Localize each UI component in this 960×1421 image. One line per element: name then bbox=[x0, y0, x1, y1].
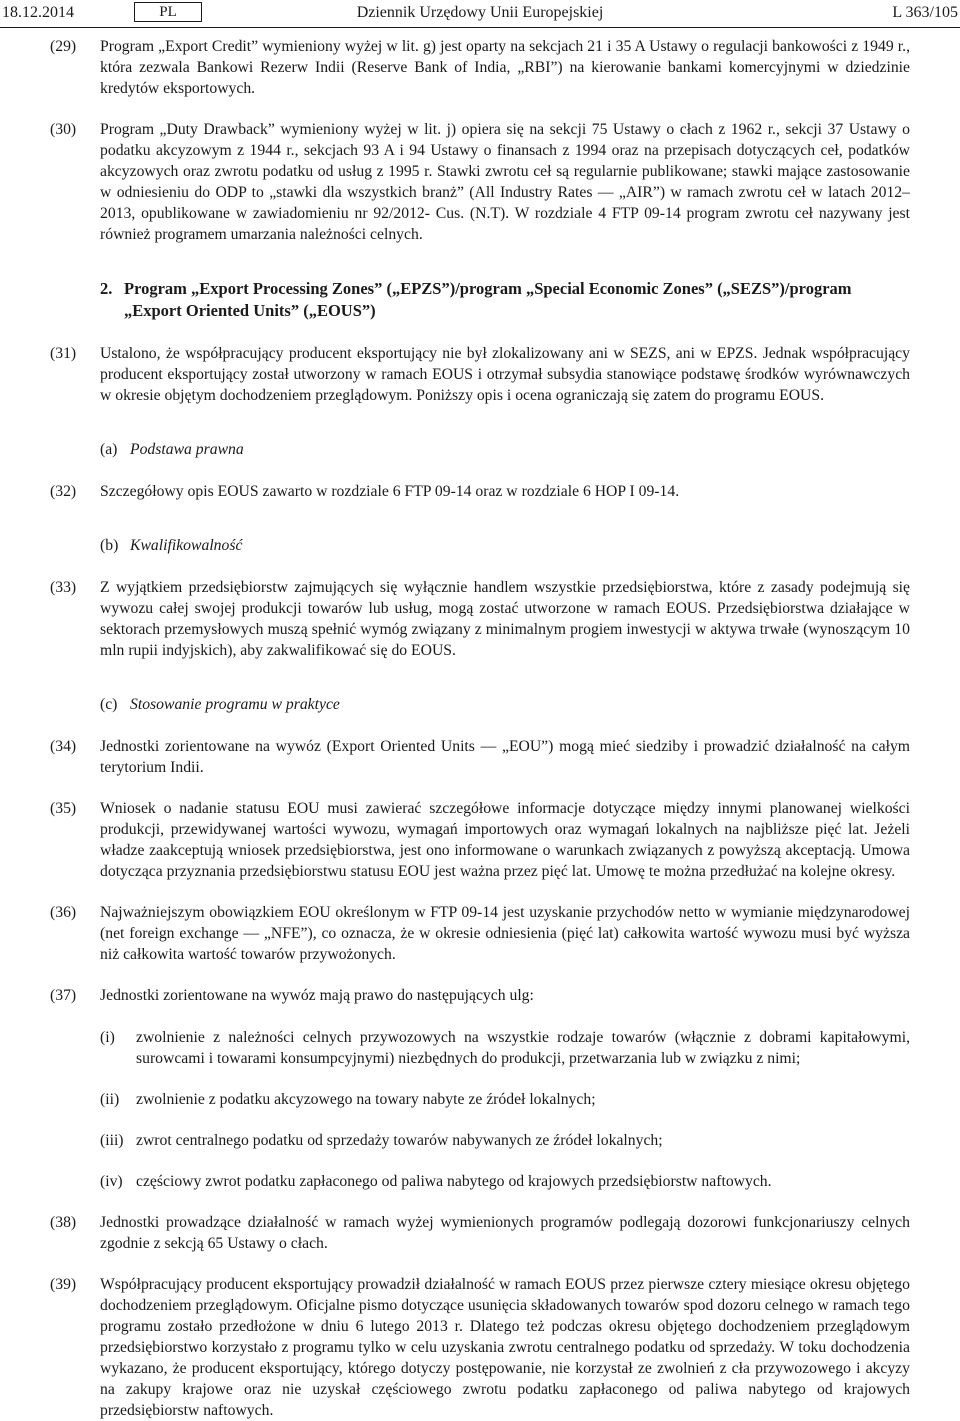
list-item-text: zwolnienie z podatku akcyzowego na towary nabyte ze źródeł lokalnych; bbox=[136, 1091, 596, 1108]
paragraph-text: Program „Export Credit” wymieniony wyżej w lit. g) jest oparty na sekcjach 21 i 35 A Ustawy o regulacji bankowości z 1949 r., która zezwala Bankowi Rezerw Indii (Reserve Bank of India, „RBI”) na kierowanie bankami komercyjnymi w dziedzinie kredytów eksportowych. bbox=[100, 38, 910, 97]
page-header bbox=[0, 0, 960, 26]
paragraph-number: (39) bbox=[50, 1276, 77, 1293]
page-reference: L 363/105 bbox=[892, 4, 958, 21]
paragraph-text: Wniosek o nadanie statusu EOU musi zawierać szczegółowe informacje dotyczące między innymi planowanej wielkości produkcji, przewidywanej wartości wywozu, wymagań importowych oraz wymagań lokalnych na najbliższe pięć lat. Jeżeli władze zaakceptują wniosek przedsiębiorstwa, jest ono informowane o warunkach związanych z powyższą akceptacją. Umowa dotycząca przyznania przedsiębiorstwu statusu EOU jest ważna przez pięć lat. Umowę te można przedłużać na kolejne okresy. bbox=[100, 800, 910, 880]
list-item-label: (ii) bbox=[100, 1091, 120, 1108]
paragraph-text: Program „Duty Drawback” wymieniony wyżej w lit. j) opiera się na sekcji 75 Ustawy o cłach z 1962 r., sekcji 37 Ustawy o podatku akcyzowym z 1944 r., sekcjach 93 A i 94 Ustawy o finansach z 1994 oraz na przepisach dotyczących ceł, podatków akcyzowych oraz zwrotu podatku od usług z 1995 r. Stawki zwrotu ceł są regularnie publikowane; stawki mające zastosowanie w odniesieniu do ODP to „stawki dla wszystkich branż” (All Industry Rates — „AIR”) w ramach zwrotu ceł w latach 2012–2013, opublikowane w zawiadomieniu nr 92/2012- Cus. (N.T). W rozdziale 4 FTP 09-14 program zwrotu ceł nazywany jest również programem umarzania należności celnych. bbox=[100, 121, 910, 243]
list-item-label: (i) bbox=[100, 1029, 115, 1046]
journal-title: Dziennik Urzędowy Unii Europejskiej bbox=[356, 4, 604, 21]
list-item-text: zwolnienie z należności celnych przywozowych na wszystkie rodzaje towarów (włącznie z dobrami kapitałowymi, surowcami i towarami konsumpcyjnymi) niezbędnych do produkcji, przetwarzania lub w związku z nimi; bbox=[136, 1029, 910, 1067]
paragraph-35 bbox=[0, 798, 960, 882]
document-body bbox=[0, 36, 960, 1421]
subheading-title: Stosowanie programu w praktyce bbox=[130, 696, 340, 713]
paragraph-number: (36) bbox=[50, 904, 77, 921]
paragraph-text: Współpracujący producent eksportujący prowadził działalność w ramach EOUS przez pierwsze cztery miesiące okresu objętego dochodzeniem przeglądowym. Oficjalne pismo dotyczące usunięcia składowanych towarów spod dozoru celnego w ramach tego programu zostało przedłożone w dniu 6 lutego 2013 r. Dlatego też podczas okresu objętego dochodzeniem przeglądowym przedsiębiorstwo korzystało z programu tylko w celu uzyskania zwrotu centralnego podatku od sprzedaży. W toku dochodzenia wykazano, że producent eksportujący, którego dotyczy postępowanie, nie korzystał ze zwolnień z cła przywozowego i akcyzy na zakupy krajowe oraz nie uzyskał częściowego zwrotu podatku zapłaconego od paliwa nabytego od krajowych przedsiębiorstw naftowych. bbox=[100, 1276, 910, 1419]
paragraph-38 bbox=[0, 1212, 960, 1254]
paragraph-36 bbox=[0, 902, 960, 965]
section-title: Program „Export Processing Zones” („EPZS”)/program „Special Economic Zones” („SEZS”)/program „Export Oriented Units” („EOUS”) bbox=[124, 279, 852, 320]
publication-date: 18.12.2014 bbox=[2, 4, 74, 21]
section-heading bbox=[0, 278, 960, 322]
paragraph-39 bbox=[0, 1274, 960, 1421]
subheading-letter: (a) bbox=[100, 441, 118, 458]
paragraph-text: Z wyjątkiem przedsiębiorstw zajmujących się wyłącznie handlem wszystkie przedsiębiorstwa, które z zasady podejmują się wywozu całej swojej produkcji towarów lub usług, mogą zostać utworzone w ramach EOUS. Przedsiębiorstwa działające w sektorach przemysłowych muszą spełnić wymóg związany z minimalnym progiem inwestycji w aktywa trwałe (wynoszącym 10 mln rupii indyjskich), aby zakwalifikować się do EOUS. bbox=[100, 579, 910, 659]
paragraph-text: Ustalono, że współpracujący producent eksportujący nie był zlokalizowany ani w SEZS, ani w EPZS. Jednak współpracujący producent eksportujący został utworzony w ramach EOUS i otrzymał subsydia stanowiące podstawę środków wyrównawczych w okresie objętym dochodzeniem przeglądowym. Poniższy opis i ocena ograniczają się zatem do programu EOUS. bbox=[100, 345, 910, 404]
subheading-title: Kwalifikowalność bbox=[130, 537, 243, 554]
paragraph-number: (30) bbox=[50, 121, 77, 138]
subheading-legal-basis bbox=[0, 439, 960, 460]
paragraph-number: (32) bbox=[50, 483, 77, 500]
subheading-eligibility bbox=[0, 535, 960, 556]
paragraph-text: Jednostki zorientowane na wywóz mają prawo do następujących ulg: bbox=[100, 987, 534, 1004]
paragraph-text: Szczegółowy opis EOUS zawarto w rozdziale 6 FTP 09-14 oraz w rozdziale 6 HOP I 09-14. bbox=[100, 483, 680, 500]
subheading-practical-implementation bbox=[0, 694, 960, 715]
paragraph-number: (35) bbox=[50, 800, 77, 817]
paragraph-number: (31) bbox=[50, 345, 77, 362]
list-item-label: (iii) bbox=[100, 1132, 124, 1149]
paragraph-37 bbox=[0, 985, 960, 1006]
paragraph-text: Najważniejszym obowiązkiem EOU określonym w FTP 09-14 jest uzyskanie przychodów netto w wymianie międzynarodowej (net foreign exchange — „NFE”), co oznacza, że w okresie odniesienia (pięć lat) całkowita wartość wywozu musi być wyższa niż całkowita wartość towarów przywożonych. bbox=[100, 904, 910, 963]
paragraph-text: Jednostki prowadzące działalność w ramach wyżej wymienionych programów podlegają dozorowi funkcjonariuszy celnych zgodnie z sekcją 65 Ustawy o cłach. bbox=[100, 1214, 910, 1252]
paragraph-text: Jednostki zorientowane na wywóz (Export Oriented Units — „EOU”) mogą mieć siedziby i prowadzić działalność na całym terytorium Indii. bbox=[100, 738, 910, 776]
list-item-label: (iv) bbox=[100, 1173, 123, 1190]
header-divider bbox=[0, 27, 960, 28]
list-item bbox=[0, 1130, 960, 1151]
language-code-box: PL bbox=[134, 2, 202, 22]
paragraph-33 bbox=[0, 577, 960, 661]
list-item bbox=[0, 1171, 960, 1192]
paragraph-32 bbox=[0, 481, 960, 502]
subheading-letter: (b) bbox=[100, 537, 119, 554]
section-number: 2. bbox=[100, 279, 113, 298]
paragraph-number: (29) bbox=[50, 38, 77, 55]
list-item bbox=[0, 1089, 960, 1110]
list-item-text: zwrot centralnego podatku od sprzedaży towarów nabywanych ze źródeł lokalnych; bbox=[136, 1132, 663, 1149]
paragraph-number: (33) bbox=[50, 579, 77, 596]
paragraph-31 bbox=[0, 343, 960, 406]
list-item-text: częściowy zwrot podatku zapłaconego od paliwa nabytego od krajowych przedsiębiorstw naftowych. bbox=[136, 1173, 772, 1190]
subheading-title: Podstawa prawna bbox=[130, 441, 244, 458]
list-item bbox=[0, 1027, 960, 1069]
paragraph-34 bbox=[0, 736, 960, 778]
paragraph-number: (34) bbox=[50, 738, 77, 755]
paragraph-30 bbox=[0, 119, 960, 245]
subheading-letter: (c) bbox=[100, 696, 118, 713]
paragraph-number: (37) bbox=[50, 987, 77, 1004]
paragraph-29 bbox=[0, 36, 960, 99]
paragraph-number: (38) bbox=[50, 1214, 77, 1231]
